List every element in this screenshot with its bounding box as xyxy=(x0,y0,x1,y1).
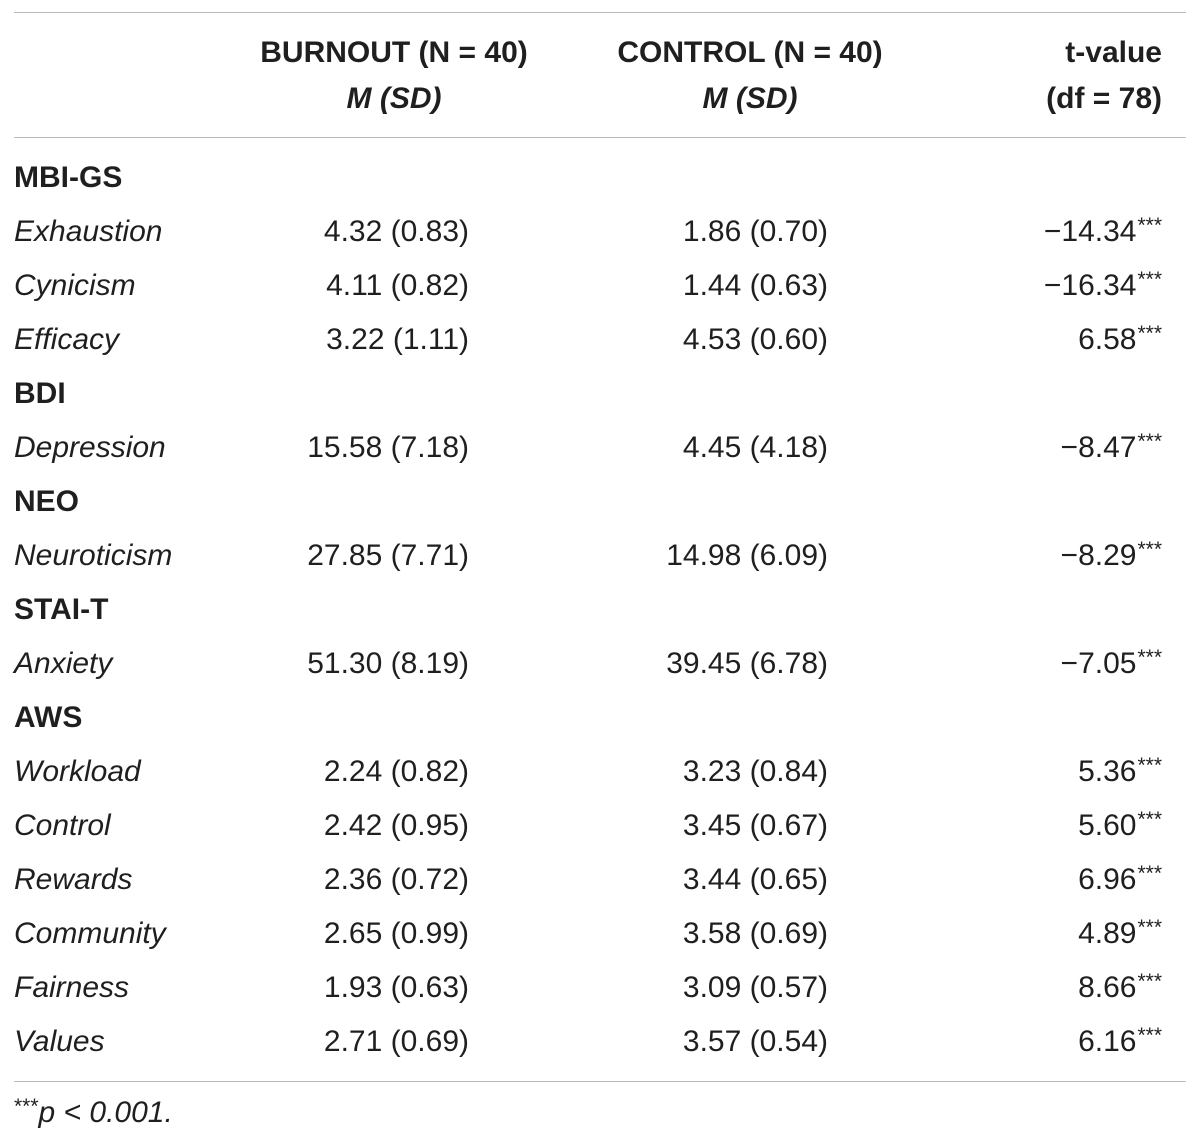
table-row xyxy=(0,637,1200,691)
burnout-value: 4.32 (0.83) xyxy=(323,215,469,248)
t-value: −7.05 xyxy=(1060,647,1137,680)
control-value: 3.44 (0.65) xyxy=(682,863,828,896)
burnout-value: 27.85 (7.71) xyxy=(307,539,469,572)
t-value-cell xyxy=(1078,853,1162,910)
t-value-cell xyxy=(1044,205,1162,262)
t-value: 4.89 xyxy=(1078,917,1137,950)
control-value: 3.09 (0.57) xyxy=(682,971,828,1004)
measure-label: Efficacy xyxy=(14,323,120,356)
burnout-value: 2.71 (0.69) xyxy=(323,1025,469,1058)
t-value: −14.34 xyxy=(1043,215,1137,248)
significance-stars: *** xyxy=(1137,322,1162,345)
control-value: 1.86 (0.70) xyxy=(682,215,828,248)
footnote-stars: *** xyxy=(14,1095,39,1118)
t-value-cell xyxy=(1061,637,1162,694)
significance-stars: *** xyxy=(1137,538,1162,561)
significance-stars: *** xyxy=(1137,916,1162,939)
section-row xyxy=(0,475,1200,529)
significance-stars: *** xyxy=(1137,808,1162,831)
header-control-title: CONTROL (N = 40) xyxy=(617,36,883,69)
measure-label: Depression xyxy=(14,431,166,464)
table-row xyxy=(0,421,1200,475)
table-bottom-rule xyxy=(14,1081,1186,1082)
burnout-value: 3.22 (1.11) xyxy=(326,323,469,356)
header-bottom-rule xyxy=(14,137,1186,138)
t-value-cell xyxy=(1061,529,1162,586)
burnout-value: 2.42 (0.95) xyxy=(323,809,469,842)
t-value-cell xyxy=(1061,421,1162,478)
significance-stars: *** xyxy=(1137,430,1162,453)
significance-stars: *** xyxy=(1137,268,1162,291)
header-burnout xyxy=(236,30,552,122)
section-label: NEO xyxy=(14,485,80,518)
table-row xyxy=(0,259,1200,313)
measure-label: Control xyxy=(14,809,111,842)
header-burnout-stat: M (SD) xyxy=(346,82,442,115)
control-value: 3.57 (0.54) xyxy=(682,1025,828,1058)
burnout-value: 1.93 (0.63) xyxy=(323,971,469,1004)
t-value: −8.47 xyxy=(1060,431,1137,464)
measure-label: Exhaustion xyxy=(14,215,163,248)
significance-stars: *** xyxy=(1137,646,1162,669)
section-label: STAI-T xyxy=(14,593,109,626)
control-value: 39.45 (6.78) xyxy=(666,647,828,680)
table-row xyxy=(0,745,1200,799)
significance-stars: *** xyxy=(1137,1024,1162,1047)
burnout-value: 4.11 (0.82) xyxy=(326,269,469,302)
t-value-cell xyxy=(1078,907,1162,964)
table-row xyxy=(0,1015,1200,1069)
significance-stars: *** xyxy=(1137,970,1162,993)
burnout-value: 2.36 (0.72) xyxy=(323,863,469,896)
burnout-value: 51.30 (8.19) xyxy=(307,647,469,680)
t-value: 5.60 xyxy=(1078,809,1137,842)
t-value: 5.36 xyxy=(1078,755,1137,788)
measure-label: Workload xyxy=(14,755,141,788)
control-value: 14.98 (6.09) xyxy=(666,539,828,572)
burnout-value: 2.24 (0.82) xyxy=(323,755,469,788)
t-value: 6.58 xyxy=(1078,323,1137,356)
footnote-text: p < 0.001. xyxy=(38,1096,173,1129)
t-value: 6.96 xyxy=(1078,863,1137,896)
significance-stars: *** xyxy=(1137,214,1162,237)
measure-label: Cynicism xyxy=(14,269,136,302)
section-row xyxy=(0,367,1200,421)
section-row xyxy=(0,583,1200,637)
measure-label: Rewards xyxy=(14,863,133,896)
significance-stars: *** xyxy=(1137,754,1162,777)
t-value-cell xyxy=(1078,1015,1162,1072)
section-row xyxy=(0,691,1200,745)
table-row xyxy=(0,313,1200,367)
header-control xyxy=(592,30,908,122)
t-value-cell xyxy=(1078,961,1162,1018)
header-t-df: (df = 78) xyxy=(1046,82,1162,115)
table-row xyxy=(0,529,1200,583)
header-burnout-title: BURNOUT (N = 40) xyxy=(260,36,528,69)
burnout-value: 2.65 (0.99) xyxy=(323,917,469,950)
measure-label: Community xyxy=(14,917,166,950)
significance-stars: *** xyxy=(1137,862,1162,885)
table-row xyxy=(0,853,1200,907)
section-label: AWS xyxy=(14,701,83,734)
control-value: 3.58 (0.69) xyxy=(682,917,828,950)
measure-label: Fairness xyxy=(14,971,130,1004)
section-row xyxy=(0,151,1200,205)
control-value: 3.45 (0.67) xyxy=(682,809,828,842)
section-label: MBI-GS xyxy=(14,161,123,194)
t-value-cell xyxy=(1078,745,1162,802)
header-t-value xyxy=(982,30,1162,122)
control-value: 4.53 (0.60) xyxy=(682,323,828,356)
t-value: 6.16 xyxy=(1078,1025,1137,1058)
table-row xyxy=(0,961,1200,1015)
table-top-rule xyxy=(14,12,1186,13)
t-value-cell xyxy=(1044,259,1162,316)
control-value: 1.44 (0.63) xyxy=(682,269,828,302)
t-value: −8.29 xyxy=(1060,539,1137,572)
control-value: 3.23 (0.84) xyxy=(682,755,828,788)
measure-label: Neuroticism xyxy=(14,539,173,572)
control-value: 4.45 (4.18) xyxy=(682,431,828,464)
measure-label: Anxiety xyxy=(14,647,113,680)
header-control-stat: M (SD) xyxy=(702,82,798,115)
t-value-cell xyxy=(1078,799,1162,856)
table-row xyxy=(0,799,1200,853)
burnout-value: 15.58 (7.18) xyxy=(307,431,469,464)
t-value: −16.34 xyxy=(1043,269,1137,302)
section-label: BDI xyxy=(14,377,66,410)
measure-label: Values xyxy=(14,1025,105,1058)
t-value-cell xyxy=(1078,313,1162,370)
footnote xyxy=(14,1090,173,1139)
table-row xyxy=(0,907,1200,961)
table-row xyxy=(0,205,1200,259)
t-value: 8.66 xyxy=(1078,971,1137,1004)
header-t-title: t-value xyxy=(1065,36,1162,69)
